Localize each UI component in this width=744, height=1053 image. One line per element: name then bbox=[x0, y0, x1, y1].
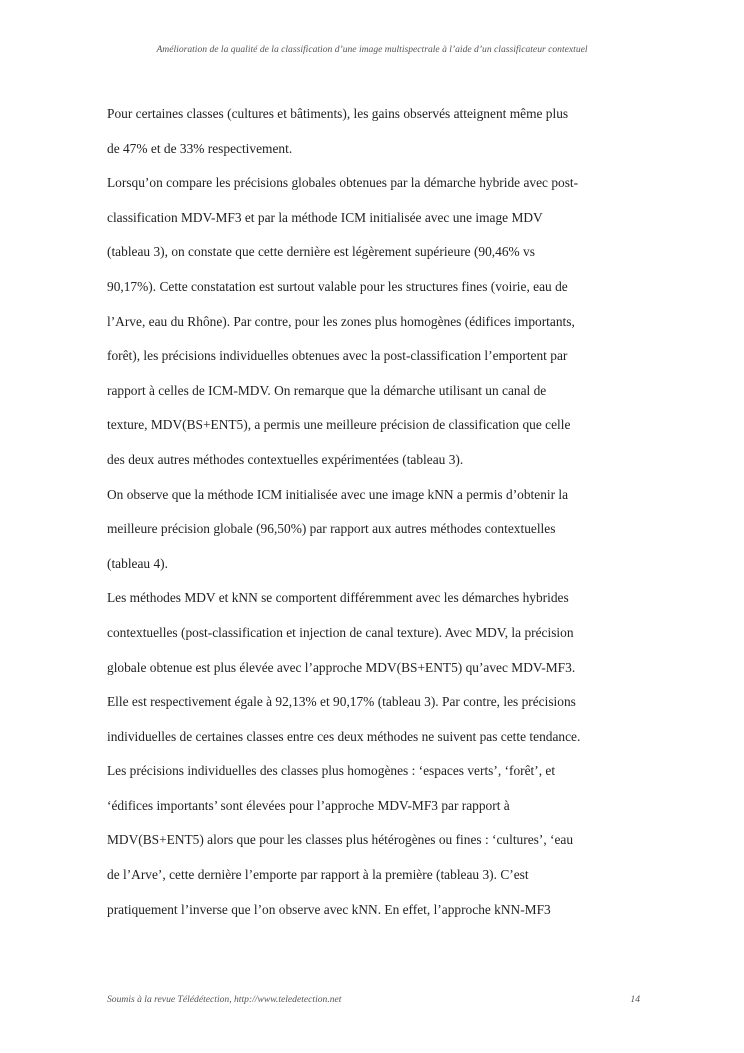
text-line: Pour certaines classes (cultures et bâtiments), les gains observés atteignent même plus bbox=[107, 106, 569, 121]
text-line: forêt), les précisions individuelles obtenues avec la post-classification l’emportent par bbox=[107, 348, 568, 364]
text-line: contextuelles (post-classification et injection de canal texture). Avec MDV, la précision bbox=[107, 624, 574, 640]
text-line: (tableau 3), on constate que cette dernière est légèrement supérieure (90,46% vs bbox=[107, 244, 535, 260]
running-header: Amélioration de la qualité de la classification d’une image multispectrale à l’aide d’un classificateur contextuel bbox=[156, 44, 588, 55]
text-line: meilleure précision globale (96,50%) par rapport aux autres méthodes contextuelles bbox=[107, 521, 556, 537]
text-line: de l’Arve’, cette dernière l’emporte par rapport à la première (tableau 3). C’est bbox=[107, 867, 529, 883]
text-line: globale obtenue est plus élevée avec l’approche MDV(BS+ENT5) qu’avec MDV-MF3. bbox=[107, 659, 576, 675]
text-line: l’Arve, eau du Rhône). Par contre, pour les zones plus homogènes (édifices importants, bbox=[107, 313, 575, 329]
text-line: rapport à celles de ICM-MDV. On remarque que la démarche utilisant un canal de bbox=[107, 382, 547, 398]
text-line: texture, MDV(BS+ENT5), a permis une meilleure précision de classification que celle bbox=[107, 417, 571, 433]
text-line: ‘édifices importants’ sont élevées pour l’approche MDV-MF3 par rapport à bbox=[107, 797, 510, 813]
page-number: 14 bbox=[630, 994, 640, 1005]
text-line: des deux autres méthodes contextuelles expérimentées (tableau 3). bbox=[107, 451, 464, 467]
text-line: classification MDV-MF3 et par la méthode ICM initialisée avec une image MDV bbox=[107, 209, 543, 225]
text-line: On observe que la méthode ICM initialisée avec une image kNN a permis d’obtenir la bbox=[107, 486, 569, 502]
text-line: de 47% et de 33% respectivement. bbox=[107, 140, 293, 156]
text-line: individuelles de certaines classes entre ces deux méthodes ne suivent pas cette tendance. bbox=[107, 728, 581, 744]
text-line: Lorsqu’on compare les précisions globales obtenues par la démarche hybride avec post- bbox=[107, 175, 579, 191]
text-line: Elle est respectivement égale à 92,13% et 90,17% (tableau 3). Par contre, les précisions bbox=[107, 694, 576, 710]
text-line: 90,17%). Cette constatation est surtout valable pour les structures fines (voirie, eau de bbox=[107, 278, 568, 294]
text-line: MDV(BS+ENT5) alors que pour les classes plus hétérogènes ou fines : ‘cultures’, ‘eau bbox=[107, 832, 574, 848]
text-line: Les précisions individuelles des classes plus homogènes : ‘espaces verts’, ‘forêt’, et bbox=[107, 763, 556, 779]
body-text bbox=[107, 97, 647, 927]
text-line: Les méthodes MDV et kNN se comportent différemment avec les démarches hybrides bbox=[107, 590, 569, 606]
footer-source: Soumis à la revue Télédétection, http://www.teledetection.net bbox=[107, 994, 342, 1005]
text-line: pratiquement l’inverse que l’on observe avec kNN. En effet, l’approche kNN-MF3 bbox=[107, 901, 551, 917]
text-line: (tableau 4). bbox=[107, 555, 168, 571]
